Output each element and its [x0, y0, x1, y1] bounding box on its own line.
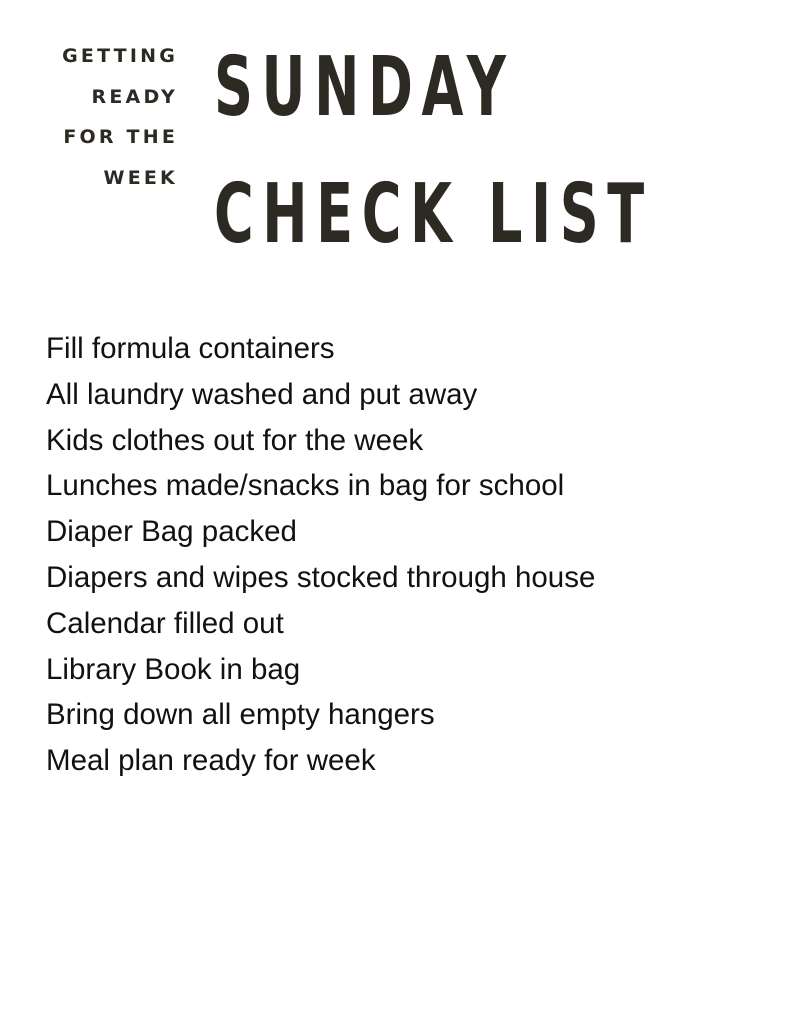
checklist-item: Bring down all empty hangers	[46, 698, 435, 732]
page-title	[214, 24, 791, 278]
checklist-item: All laundry washed and put away	[46, 377, 478, 411]
tagline-line: GETTING	[62, 45, 178, 67]
title-line: SUNDAY	[214, 40, 515, 135]
checklist-item: Diapers and wipes stocked through house	[46, 560, 596, 594]
checklist-item: Calendar filled out	[46, 606, 284, 640]
checklist-item: Meal plan ready for week	[46, 744, 376, 778]
checklist-item: Library Book in bag	[46, 652, 301, 686]
tagline-line: FOR THE	[63, 126, 178, 148]
title-line: CHECK LIST	[214, 167, 653, 262]
header-tagline	[30, 36, 178, 198]
tagline-line: WEEK	[103, 166, 178, 189]
checklist-item: Lunches made/snacks in bag for school	[46, 469, 565, 503]
checklist-item: Kids clothes out for the week	[46, 423, 424, 457]
tagline-line: READY	[91, 85, 178, 108]
checklist-item: Diaper Bag packed	[46, 515, 297, 549]
checklist-item: Fill formula containers	[46, 332, 335, 365]
checklist	[46, 326, 595, 784]
